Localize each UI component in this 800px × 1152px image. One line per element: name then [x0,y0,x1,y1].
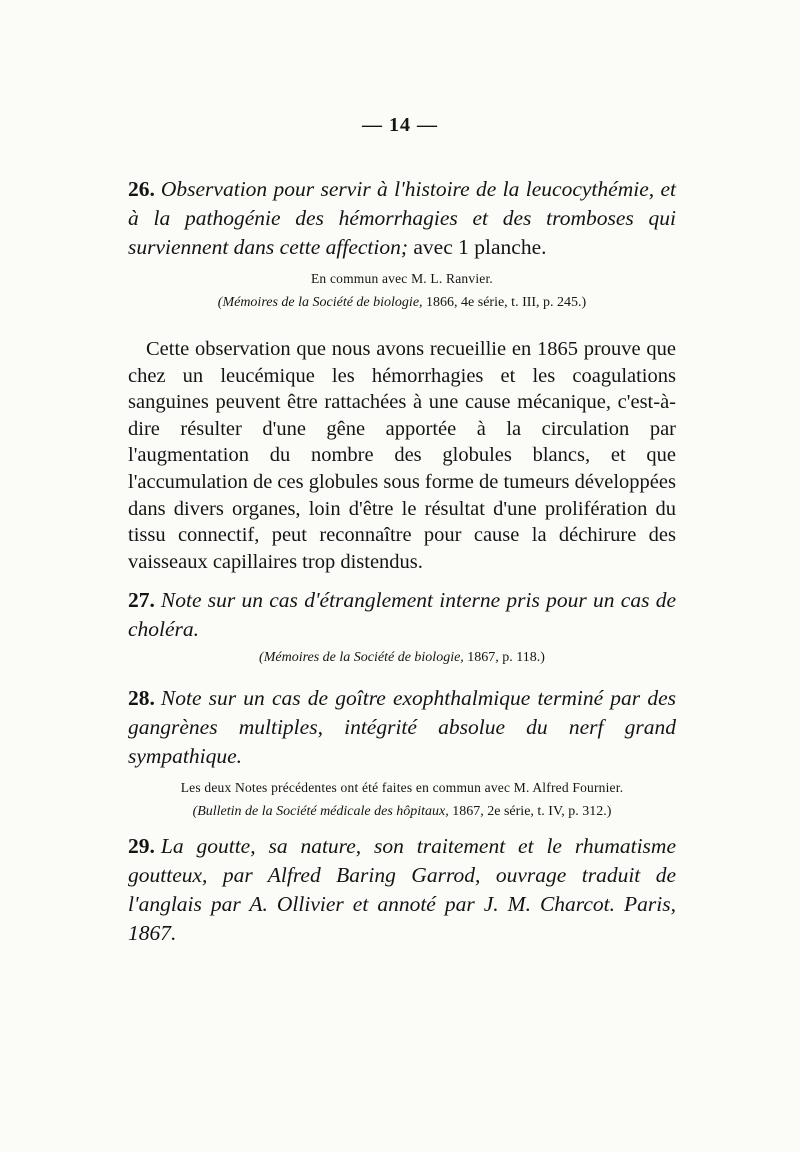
entry-number: 29. [128,834,155,858]
entry-source [128,293,676,313]
source-journal: (Mémoires de la Société de biologie, [259,650,464,665]
entry-title: Note sur un cas d'étranglement interne pris pour un cas de choléra. [128,588,676,641]
entry-heading [128,684,676,771]
entry-note: En commun avec M. L. Ranvier. [310,271,493,286]
entry-number: 28. [128,686,155,710]
bibliography-entry-26 [128,175,676,313]
source-details: 1866, 4e série, t. III, p. 245.) [422,295,587,310]
entry-number: 26. [128,177,155,201]
source-journal: (Bulletin de la Société médicale des hôpitaux, [192,804,449,819]
entry-title: Observation pour servir à l'histoire de la leucocythémie, et à la pathogénie des hémorrhagies et des tromboses qui surviennent dans cette affection; [128,177,676,259]
entry-heading [128,832,676,948]
bibliography-entry-27 [128,586,676,668]
source-journal: (Mémoires de la Société de biologie, [217,295,423,310]
page-number: — 14 — [362,114,438,136]
entry-note: Les deux Notes précédentes ont été faites en commun avec M. Alfred Fournier. [180,780,624,795]
entry-source [128,802,676,822]
entry-title: La goutte, sa nature, son traitement et le rhumatisme goutteux, par Alfred Baring Garrod, ouvrage traduit de l'anglais par A. Ollivier et annoté par J. M. Charcot. Paris, 1867. [128,834,676,945]
entry-source [128,648,676,668]
entry-title-tail: avec 1 planche. [408,235,547,259]
entry-number: 27. [128,588,155,612]
bibliography-entry-29 [128,832,676,948]
entry-heading [128,586,676,644]
source-details: 1867, p. 118.) [463,650,545,665]
entry-title: Note sur un cas de goître exophthalmique terminé par des gangrènes multiples, intégrité absolue du nerf grand sympathique. [128,686,676,768]
entry-heading [128,175,676,262]
entry-26-description: Cette observation que nous avons recueillie en 1865 prouve que chez un leucémique les hémorrhagies et les coagulations sanguines peuvent être rattachées à une cause mécanique, c'est-à-dire résulter d'une gêne apportée à la circulation par l'augmentation du nombre des globules blancs, et que l'accumulation de ces globules sous forme de tumeurs développées dans divers organes, loin d'être le résultat d'une prolifération du tissu connectif, peut reconnaître pour cause la déchirure des vaisseaux capillaires trop distendus. [128,338,676,573]
source-details: 1867, 2e série, t. IV, p. 312.) [448,804,612,819]
bibliography-entry-28 [128,684,676,822]
